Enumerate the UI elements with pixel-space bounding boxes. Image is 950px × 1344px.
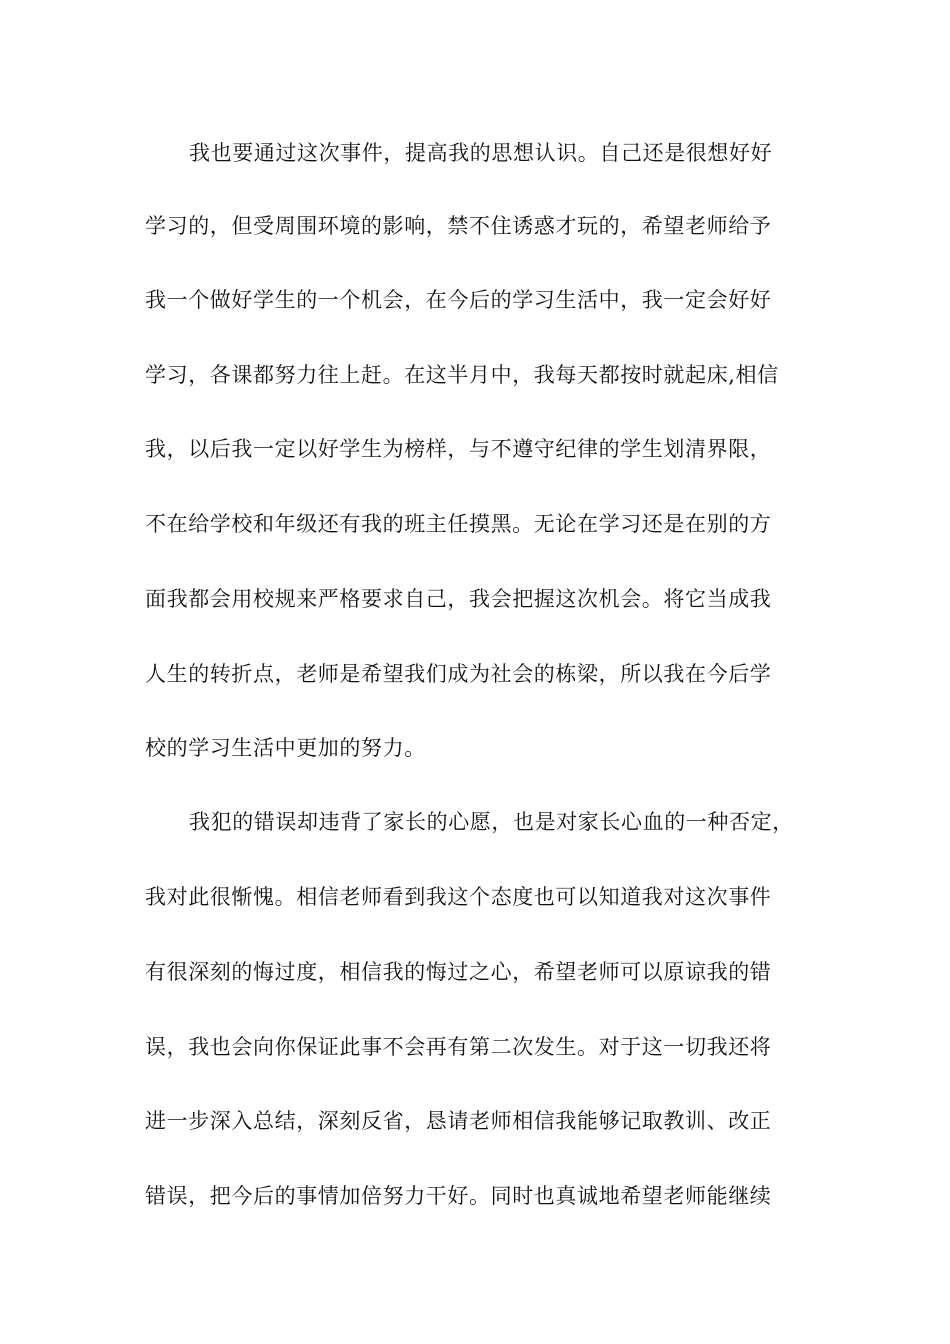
paragraph-2-line-1: 我犯的错误却违背了家长的心愿，也是对家长心血的一种否定， [189,810,794,834]
paragraph-2-line-5: 进一步深入总结，深刻反省，恳请老师相信我能够记取教训、改正 [145,1109,772,1133]
paragraph-1-line-6: 不在给学校和年级还有我的班主任摸黑。无论在学习还是在别的方 [145,512,772,536]
paragraph-1-line-2: 学习的，但受周围环境的影响，禁不住诱惑才玩的，希望老师给予 [145,214,772,238]
paragraph-1-line-3: 我一个做好学生的一个机会，在今后的学习生活中，我一定会好好 [145,288,772,312]
paragraph-2-line-4: 误，我也会向你保证此事不会再有第二次发生。对于这一切我还将 [145,1035,772,1059]
paragraph-1-line-9: 校的学习生活中更加的努力。 [145,736,426,760]
paragraph-1-line-1: 我也要通过这次事件，提高我的思想认识。自己还是很想好好 [189,141,773,165]
paragraph-2-line-2: 我对此很惭愧。相信老师看到我这个态度也可以知道我对这次事件 [145,885,772,909]
paragraph-1-line-8: 人生的转折点，老师是希望我们成为社会的栋梁，所以我在今后学 [145,662,772,686]
paragraph-1-line-4: 学习，各课都努力往上赶。在这半月中，我每天都按时就起床,相信 [145,363,779,387]
paragraph-2-line-6: 错误，把今后的事情加倍努力干好。同时也真诚地希望老师能继续 [145,1184,772,1208]
paragraph-2-line-3: 有很深刻的悔过度，相信我的悔过之心，希望老师可以原谅我的错 [145,960,772,984]
paragraph-1-line-7: 面我都会用校规来严格要求自己，我会把握这次机会。将它当成我 [145,587,772,611]
paragraph-1-line-5: 我，以后我一定以好学生为榜样，与不遵守纪律的学生划清界限， [145,437,772,461]
